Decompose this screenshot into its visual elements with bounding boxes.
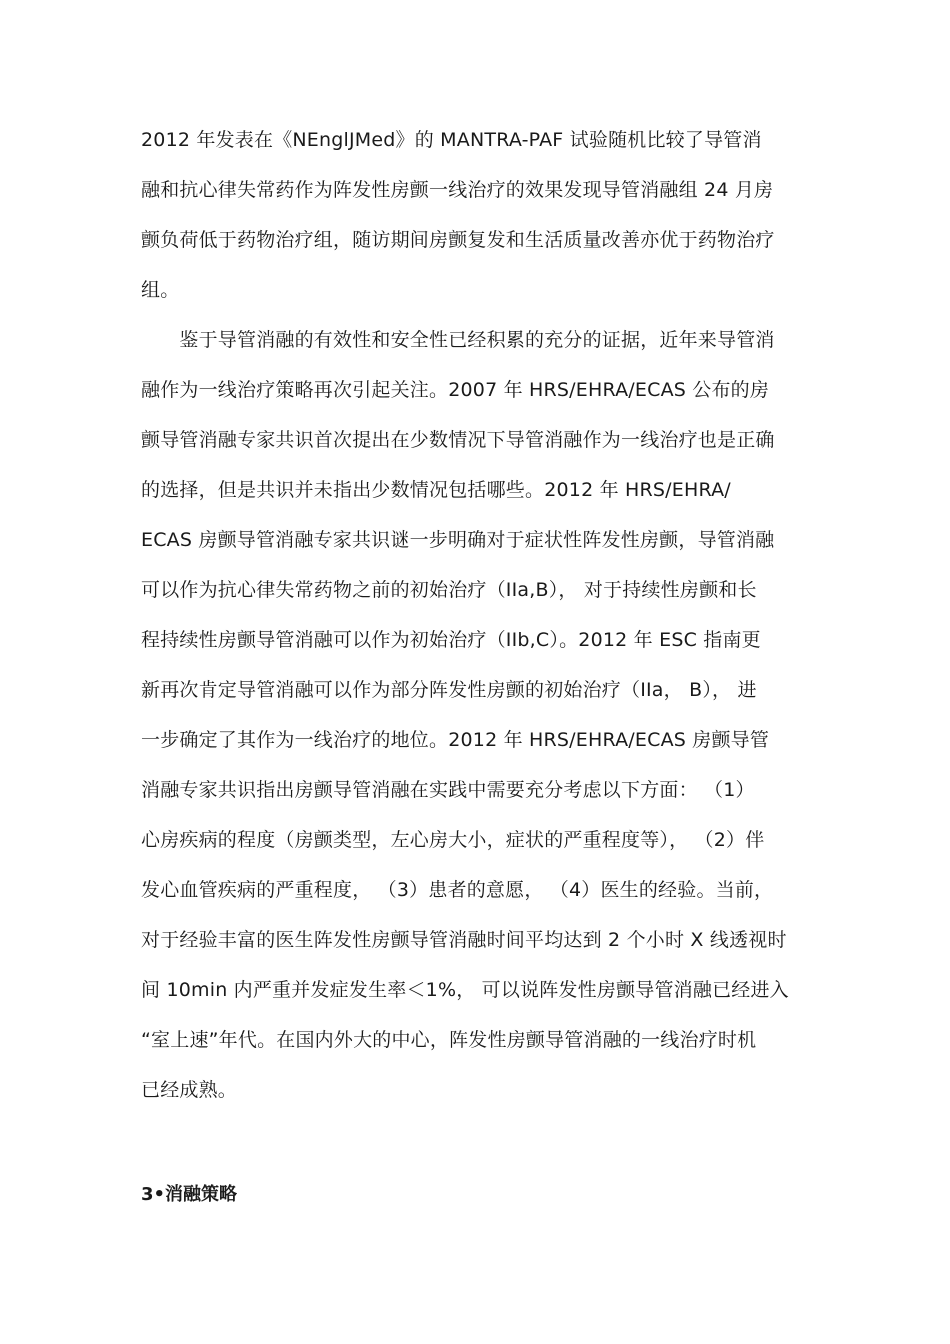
text-line: 融作为一线治疗策略再次引起关注。2007 年 HRS/EHRA/ECAS 公布的房 [141,379,770,401]
text-line: 新再次肯定导管消融可以作为部分阵发性房颤的初始治疗（IIa， B）， 进 [141,679,757,701]
text-line: 对于经验丰富的医生阵发性房颤导管消融时间平均达到 2 个小时 X 线透视时 [141,929,787,951]
text-line: 间 10min 内严重并发症发生率＜1%， 可以说阵发性房颤导管消融已经进入 [141,979,789,1001]
text-line: 鉴于导管消融的有效性和安全性已经积累的充分的证据，近年来导管消 [141,329,775,351]
text-line: 融和抗心律失常药作为阵发性房颤一线治疗的效果发现导管消融组 24 月房 [141,179,774,201]
text-line: “室上速”年代。在国内外大的中心，阵发性房颤导管消融的一线治疗时机 [141,1029,757,1051]
text-line: 程持续性房颤导管消融可以作为初始治疗（IIb,C）。2012 年 ESC 指南更 [141,629,761,651]
text-line: ECAS 房颤导管消融专家共识谜一步明确对于症状性阵发性房颤，导管消融 [141,529,775,551]
text-line: 2012 年发表在《NEnglJMed》的 MANTRA-PAF 试验随机比较了导管消 [141,129,762,151]
text-line: 可以作为抗心律失常药物之前的初始治疗（IIa,B）， 对于持续性房颤和长 [141,579,757,601]
text-line: 消融专家共识指出房颤导管消融在实践中需要充分考虑以下方面： （1） [141,779,755,801]
text-line: 颤负荷低于药物治疗组，随访期间房颤复发和生活质量改善亦优于药物治疗 [141,229,775,251]
text-line: 颤导管消融专家共识首次提出在少数情况下导管消融作为一线治疗也是正确 [141,429,775,451]
section-heading: 3•消融策略 [141,1184,238,1205]
text-line: 一步确定了其作为一线治疗的地位。2012 年 HRS/EHRA/ECAS 房颤导管 [141,729,770,751]
text-line: 组。 [141,279,180,301]
text-line: 的选择，但是共识并未指出少数情况包括哪些。2012 年 HRS/EHRA/ [141,479,731,501]
text-line: 发心血管疾病的严重程度， （3）患者的意愿， （4）医生的经验。当前， [141,879,774,901]
text-line: 已经成熟。 [141,1079,238,1101]
text-line: 心房疾病的程度（房颤类型，左心房大小，症状的严重程度等）， （2）伴 [141,829,765,851]
